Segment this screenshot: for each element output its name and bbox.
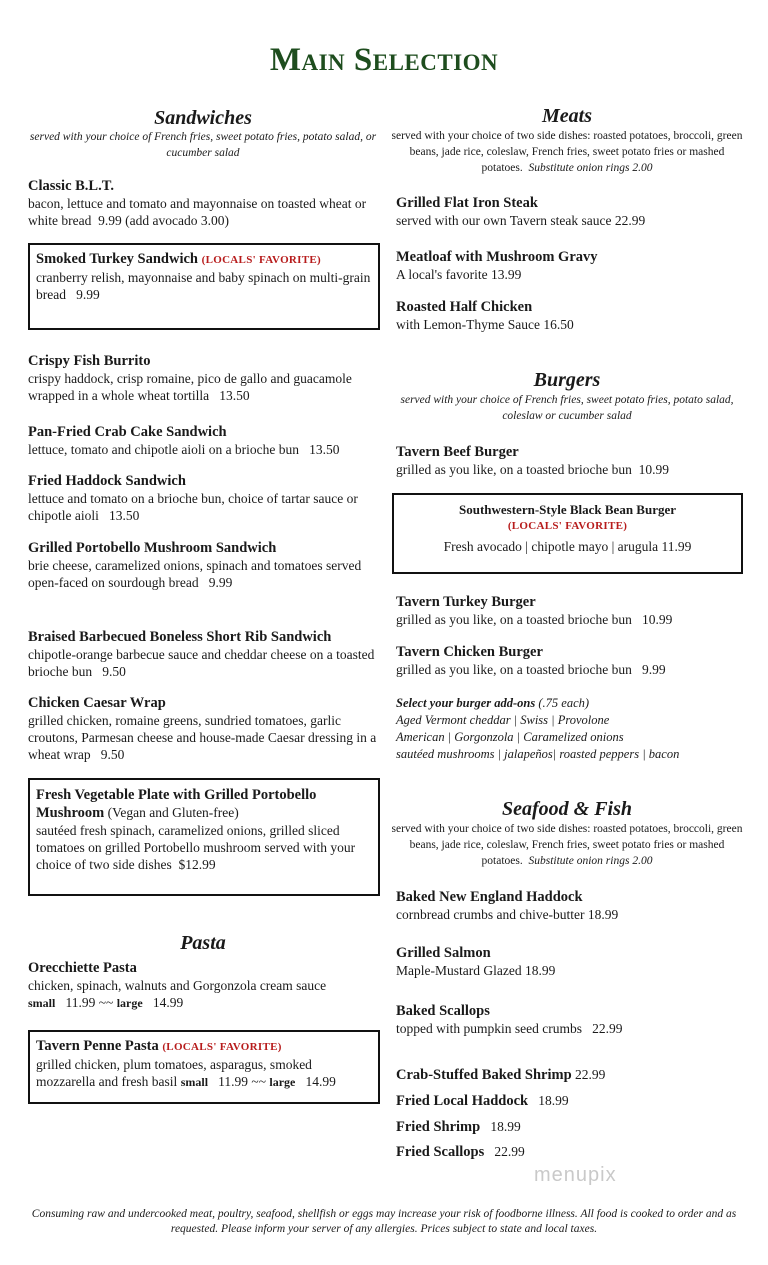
item-price: 18.99	[587, 907, 619, 922]
item-price: 10.99	[638, 462, 669, 477]
item-price: 9.99	[76, 287, 100, 302]
menu-item-smoked-turkey	[36, 250, 372, 303]
menu-item-classic-blt	[28, 177, 373, 229]
item-desc: bacon, lettuce and tomato and mayonnaise on toasted wheat or white bread	[28, 196, 367, 228]
item-price: 9.99 (add avocado 3.00)	[98, 213, 229, 228]
menu-item-baked-scallops	[396, 1002, 741, 1037]
item-desc: cornbread crumbs and chive-butter	[396, 907, 585, 922]
addons-price: (.75 each)	[538, 696, 590, 710]
menu-item-chicken-caesar-wrap	[28, 694, 384, 763]
section-title-meats: Meats	[542, 105, 592, 127]
menu-item-fried-local-haddock	[396, 1092, 741, 1110]
size-large-label: large	[116, 996, 143, 1010]
item-desc: topped with pumpkin seed crumbs	[396, 1021, 582, 1036]
item-desc: cranberry relish, mayonnaise and baby spinach on multi-grain bread	[36, 270, 371, 302]
menu-item-tavern-beef-burger	[396, 443, 741, 478]
menu-item-portobello-sandwich	[28, 539, 373, 591]
item-name: Fried Scallops	[396, 1144, 485, 1160]
item-name: Fried Haddock Sandwich	[28, 473, 186, 489]
menu-item-fried-scallops	[396, 1143, 741, 1161]
item-name: Tavern Chicken Burger	[396, 644, 543, 660]
large-price: 14.99	[305, 1074, 336, 1089]
menu-item-fried-haddock-sandwich	[28, 472, 358, 524]
item-price: 16.50	[543, 317, 574, 332]
item-price: 22.99	[575, 1067, 606, 1082]
item-desc: grilled chicken, plum tomatoes, asparagus, smoked mozzarella and fresh basil	[36, 1057, 312, 1089]
item-name: Baked Scallops	[396, 1003, 490, 1019]
item-name: Pan-Fried Crab Cake Sandwich	[28, 424, 227, 440]
item-desc: brie cheese, caramelized onions, spinach and tomatoes served open-faced on sourdough bread	[28, 558, 362, 590]
item-desc: crispy haddock, crisp romaine, pico de gallo and guacamole wrapped in a whole wheat tortilla	[28, 371, 352, 403]
item-name: Grilled Portobello Mushroom Sandwich	[28, 540, 277, 556]
item-name: Tavern Turkey Burger	[396, 594, 536, 610]
menu-item-flat-iron-steak	[396, 194, 741, 229]
menu-item-tavern-penne-pasta	[36, 1037, 372, 1091]
addons-line: Aged Vermont cheddar | Swiss | Provolone	[396, 713, 610, 727]
item-name: Grilled Salmon	[396, 945, 491, 961]
menu-item-orecchiette-pasta	[28, 959, 378, 1012]
menu-item-fried-shrimp	[396, 1118, 741, 1136]
item-name: Smoked Turkey Sandwich	[36, 251, 198, 267]
item-name: Roasted Half Chicken	[396, 299, 533, 315]
item-note: (Vegan and Gluten-free)	[107, 805, 239, 820]
item-desc: served with our own Tavern steak sauce	[396, 213, 612, 228]
section-title-sandwiches: Sandwiches	[154, 107, 252, 129]
menu-item-crispy-fish-burrito	[28, 352, 373, 404]
item-desc: Fresh avocado | chipotle mayo | arugula	[443, 539, 659, 554]
item-price: 13.99	[491, 267, 522, 282]
item-desc: lettuce and tomato on a brioche bun, choice of tartar sauce or chipotle aioli	[28, 491, 358, 523]
addons-line: American | Gorgonzola | Caramelized onions	[396, 730, 624, 744]
disclaimer: Consuming raw and undercooked meat, poultry, seafood, shellfish or eggs may increase your risk of foodborne illness. All food is cooked to order and as requested. Please inform your server of any allergies. Prices subject to state and local taxes.	[31, 1208, 737, 1235]
item-price: 18.99	[490, 1119, 521, 1134]
menu-item-meatloaf	[396, 248, 741, 283]
separator: ~~	[98, 995, 114, 1010]
item-price: 18.99	[538, 1093, 569, 1108]
menu-item-short-rib-sandwich	[28, 628, 378, 680]
item-name: Braised Barbecued Boneless Short Rib Sandwich	[28, 629, 332, 645]
addons-title: Select your burger add-ons	[396, 696, 536, 710]
item-price: 22.99	[592, 1021, 623, 1036]
item-price: 13.50	[309, 442, 340, 457]
item-desc: sautéed fresh spinach, caramelized onions, grilled sliced tomatoes on grilled Portobello mushroom served with your choice of two side dishes	[36, 823, 356, 872]
item-name: Tavern Beef Burger	[396, 444, 519, 460]
watermark: menupix	[534, 1164, 617, 1186]
menu-item-vegetable-plate	[36, 786, 372, 873]
item-price: 9.50	[100, 747, 125, 762]
item-name: Crab-Stuffed Baked Shrimp	[396, 1067, 572, 1083]
menu-item-grilled-salmon	[396, 944, 741, 979]
item-name: Crispy Fish Burrito	[28, 353, 151, 369]
item-desc: lettuce, tomato and chipotle aioli on a brioche bun	[28, 442, 300, 457]
item-price: $12.99	[178, 857, 216, 872]
item-price: 10.99	[641, 612, 673, 627]
item-price: 9.50	[102, 664, 126, 679]
item-name: Orecchiette Pasta	[28, 960, 137, 976]
locals-favorite-badge: (LOCALS' FAVORITE)	[507, 520, 628, 532]
menu-item-half-chicken	[396, 298, 741, 333]
item-price: 13.50	[108, 508, 140, 523]
menu-item-crab-stuffed-shrimp	[396, 1066, 741, 1084]
menu-item-tavern-chicken-burger	[396, 643, 741, 678]
item-desc: chipotle-orange barbecue sauce and cheddar cheese on a toasted brioche bun	[28, 647, 375, 679]
section-title-pasta: Pasta	[180, 932, 226, 954]
item-name: Fresh Vegetable Plate with Grilled Portobello Mushroom	[36, 787, 317, 821]
section-title-burgers: Burgers	[533, 369, 601, 391]
item-price: 22.99	[614, 213, 646, 228]
item-desc: grilled chicken, romaine greens, sundried tomatoes, garlic croutons, Parmesan cheese and house-made Caesar dressing in a wheat wrap	[28, 713, 377, 762]
item-price: 9.99	[641, 662, 666, 677]
large-price: 14.99	[152, 995, 184, 1010]
small-price: 11.99	[65, 995, 96, 1010]
section-title-seafood: Seafood & Fish	[501, 798, 633, 820]
item-price: 22.99	[494, 1144, 525, 1159]
item-name: Meatloaf with Mushroom Gravy	[396, 249, 598, 265]
item-desc: grilled as you like, on a toasted brioche bun	[396, 612, 632, 627]
item-price: 13.50	[219, 388, 250, 403]
item-desc: grilled as you like, on a toasted brioche bun	[396, 662, 632, 677]
item-price: 11.99	[661, 539, 692, 554]
size-small-label: small	[28, 996, 56, 1010]
item-name: Grilled Flat Iron Steak	[396, 195, 538, 211]
section-desc-sandwiches: served with your choice of French fries, sweet potato fries, potato salad, or cucumber salad	[29, 131, 377, 159]
item-name: Fried Shrimp	[396, 1119, 481, 1135]
item-price: 9.99	[208, 575, 233, 590]
size-large-label: large	[269, 1075, 296, 1089]
size-small-label: small	[180, 1075, 209, 1089]
separator: ~~	[251, 1074, 267, 1089]
addons-line: sautéed mushrooms | jalapeños| roasted peppers | bacon	[396, 747, 680, 761]
item-name: Classic B.L.T.	[28, 178, 114, 194]
burger-addons	[396, 695, 741, 763]
section-desc-seafood: served with your choice of two side dishes: roasted potatoes, broccoli, green beans, jade rice, coleslaw, French fries, sweet potato fries or mashed potatoes. Substitute onion rings 2.00	[391, 823, 743, 867]
item-name: Chicken Caesar Wrap	[28, 695, 166, 711]
item-name: Tavern Penne Pasta	[36, 1038, 159, 1054]
substitute-note: Substitute onion rings 2.00	[528, 855, 653, 867]
item-name: Southwestern-Style Black Bean Burger	[458, 502, 677, 517]
item-price: 18.99	[524, 963, 556, 978]
item-desc: Maple-Mustard Glazed	[396, 963, 522, 978]
item-desc: A local's favorite	[396, 267, 488, 282]
small-price: 11.99	[218, 1074, 249, 1089]
item-name: Fried Local Haddock	[396, 1093, 529, 1109]
menu-item-tavern-turkey-burger	[396, 593, 741, 628]
section-desc-meats: served with your choice of two side dishes: roasted potatoes, broccoli, green beans, jade rice, coleslaw, French fries, sweet potato fries or mashed potatoes. Substitute onion rings 2.00	[391, 130, 743, 174]
item-desc: with Lemon-Thyme Sauce	[396, 317, 540, 332]
section-desc-burgers: served with your choice of French fries, sweet potato fries, potato salad, coleslaw or cucumber salad	[400, 394, 734, 422]
locals-favorite-badge: (LOCALS' FAVORITE)	[201, 254, 321, 266]
item-desc: grilled as you like, on a toasted brioche bun	[396, 462, 632, 477]
item-name: Baked New England Haddock	[396, 889, 583, 905]
substitute-note: Substitute onion rings 2.00	[528, 162, 653, 174]
item-desc: chicken, spinach, walnuts and Gorgonzola cream sauce	[28, 978, 327, 993]
page-title: Main Selection	[269, 42, 499, 78]
menu-item-black-bean-burger	[396, 501, 739, 555]
menu-item-crab-cake-sandwich	[28, 423, 378, 458]
menu-item-baked-haddock	[396, 888, 741, 923]
locals-favorite-badge: (LOCALS' FAVORITE)	[162, 1041, 282, 1053]
